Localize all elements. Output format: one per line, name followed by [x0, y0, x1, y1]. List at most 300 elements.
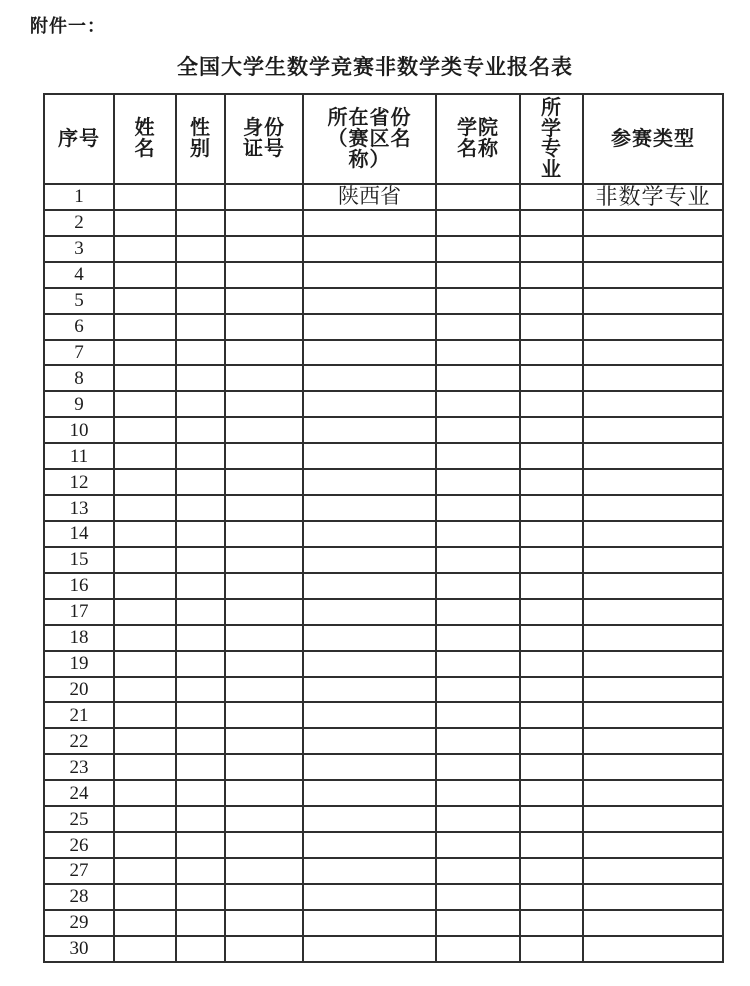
- table-row: [44, 236, 723, 262]
- cell-entry-type: [583, 780, 723, 806]
- cell-entry-type: [583, 288, 723, 314]
- cell-gender: [176, 599, 225, 625]
- column-header-line: （赛区名: [327, 127, 412, 150]
- cell-college-name: [436, 314, 520, 340]
- column-header-line: 名: [134, 138, 156, 160]
- cell-id-number: [225, 443, 303, 469]
- cell-entry-type: [583, 910, 723, 936]
- cell-province: [303, 625, 436, 651]
- cell-id-number: [225, 910, 303, 936]
- table-header-row: [44, 94, 723, 184]
- cell-student-name: [114, 340, 176, 366]
- table-row: [44, 702, 723, 728]
- cell-entry-type: [583, 443, 723, 469]
- cell-major: [520, 547, 583, 573]
- cell-gender: [176, 780, 225, 806]
- cell-major: [520, 936, 583, 962]
- table-row: [44, 806, 723, 832]
- column-header-line: 别: [190, 138, 211, 160]
- cell-province: [303, 547, 436, 573]
- cell-province: [303, 314, 436, 340]
- cell-student-name: [114, 910, 176, 936]
- cell-serial-number: 2: [44, 210, 114, 236]
- column-header-line: 证号: [243, 138, 285, 160]
- cell-province: 陕西省: [303, 184, 436, 210]
- cell-serial-number: 9: [44, 391, 114, 417]
- cell-id-number: [225, 314, 303, 340]
- cell-major: [520, 573, 583, 599]
- cell-province: [303, 573, 436, 599]
- cell-entry-type: [583, 314, 723, 340]
- cell-id-number: [225, 599, 303, 625]
- cell-serial-number: 23: [44, 754, 114, 780]
- cell-college-name: [436, 599, 520, 625]
- table-row: [44, 677, 723, 703]
- cell-college-name: [436, 832, 520, 858]
- cell-serial-number: 15: [44, 547, 114, 573]
- cell-college-name: [436, 910, 520, 936]
- table-row: [44, 365, 723, 391]
- cell-major: [520, 910, 583, 936]
- table-row: [44, 573, 723, 599]
- cell-student-name: [114, 184, 176, 210]
- cell-college-name: [436, 391, 520, 417]
- cell-college-name: [436, 365, 520, 391]
- cell-province: [303, 417, 436, 443]
- cell-serial-number: 19: [44, 651, 114, 677]
- cell-province: [303, 884, 436, 910]
- cell-entry-type: 非数学专业: [583, 184, 723, 210]
- cell-id-number: [225, 728, 303, 754]
- cell-college-name: [436, 184, 520, 210]
- cell-serial-number: 6: [44, 314, 114, 340]
- cell-student-name: [114, 365, 176, 391]
- cell-college-name: [436, 262, 520, 288]
- cell-gender: [176, 210, 225, 236]
- table-row: [44, 651, 723, 677]
- cell-id-number: [225, 417, 303, 443]
- table-row: [44, 858, 723, 884]
- cell-major: [520, 469, 583, 495]
- cell-college-name: [436, 858, 520, 884]
- table-row: [44, 936, 723, 962]
- cell-serial-number: 11: [44, 443, 114, 469]
- table-row: [44, 728, 723, 754]
- cell-student-name: [114, 288, 176, 314]
- table-row: [44, 443, 723, 469]
- table-row: [44, 469, 723, 495]
- cell-college-name: [436, 288, 520, 314]
- cell-province: [303, 521, 436, 547]
- column-header-line: 姓: [134, 117, 156, 139]
- table-row: [44, 625, 723, 651]
- cell-serial-number: 8: [44, 365, 114, 391]
- cell-serial-number: 1: [44, 184, 114, 210]
- cell-student-name: [114, 521, 176, 547]
- cell-college-name: [436, 754, 520, 780]
- cell-major: [520, 780, 583, 806]
- column-header-student-name: [114, 94, 176, 184]
- cell-gender: [176, 936, 225, 962]
- cell-province: [303, 365, 436, 391]
- cell-college-name: [436, 936, 520, 962]
- cell-major: [520, 340, 583, 366]
- cell-major: [520, 236, 583, 262]
- cell-id-number: [225, 547, 303, 573]
- cell-serial-number: 16: [44, 573, 114, 599]
- cell-student-name: [114, 832, 176, 858]
- cell-serial-number: 28: [44, 884, 114, 910]
- column-header-line: 称）: [348, 148, 391, 171]
- cell-province: [303, 469, 436, 495]
- cell-serial-number: 25: [44, 806, 114, 832]
- cell-province: [303, 702, 436, 728]
- cell-college-name: [436, 702, 520, 728]
- table-row: [44, 417, 723, 443]
- cell-major: [520, 521, 583, 547]
- cell-gender: [176, 806, 225, 832]
- cell-entry-type: [583, 573, 723, 599]
- cell-gender: [176, 884, 225, 910]
- column-header-gender: [176, 94, 225, 184]
- cell-entry-type: [583, 832, 723, 858]
- cell-gender: [176, 677, 225, 703]
- cell-college-name: [436, 806, 520, 832]
- cell-gender: [176, 417, 225, 443]
- table-row: [44, 754, 723, 780]
- cell-id-number: [225, 884, 303, 910]
- cell-student-name: [114, 417, 176, 443]
- cell-major: [520, 677, 583, 703]
- cell-entry-type: [583, 754, 723, 780]
- cell-major: [520, 651, 583, 677]
- cell-gender: [176, 651, 225, 677]
- table-row: [44, 495, 723, 521]
- cell-entry-type: [583, 702, 723, 728]
- cell-college-name: [436, 495, 520, 521]
- cell-province: [303, 210, 436, 236]
- cell-entry-type: [583, 262, 723, 288]
- cell-college-name: [436, 884, 520, 910]
- cell-gender: [176, 702, 225, 728]
- table-row: [44, 884, 723, 910]
- cell-gender: [176, 288, 225, 314]
- cell-id-number: [225, 625, 303, 651]
- cell-student-name: [114, 236, 176, 262]
- column-header-line: 学院: [457, 117, 499, 139]
- cell-entry-type: [583, 806, 723, 832]
- cell-province: [303, 910, 436, 936]
- cell-major: [520, 443, 583, 469]
- cell-province: [303, 391, 436, 417]
- cell-major: [520, 728, 583, 754]
- table-row: [44, 599, 723, 625]
- cell-province: [303, 443, 436, 469]
- column-header-line: 参赛类型: [611, 127, 695, 150]
- cell-serial-number: 18: [44, 625, 114, 651]
- cell-province: [303, 754, 436, 780]
- cell-id-number: [225, 651, 303, 677]
- cell-major: [520, 262, 583, 288]
- cell-id-number: [225, 236, 303, 262]
- table-row: [44, 391, 723, 417]
- cell-id-number: [225, 184, 303, 210]
- cell-student-name: [114, 858, 176, 884]
- cell-student-name: [114, 651, 176, 677]
- cell-entry-type: [583, 677, 723, 703]
- cell-entry-type: [583, 728, 723, 754]
- cell-student-name: [114, 469, 176, 495]
- cell-college-name: [436, 573, 520, 599]
- cell-entry-type: [583, 884, 723, 910]
- cell-student-name: [114, 210, 176, 236]
- cell-student-name: [114, 443, 176, 469]
- cell-serial-number: 5: [44, 288, 114, 314]
- cell-major: [520, 754, 583, 780]
- cell-college-name: [436, 521, 520, 547]
- cell-province: [303, 599, 436, 625]
- registration-table: [43, 93, 724, 963]
- cell-student-name: [114, 262, 176, 288]
- cell-gender: [176, 443, 225, 469]
- cell-gender: [176, 314, 225, 340]
- cell-major: [520, 702, 583, 728]
- cell-province: [303, 677, 436, 703]
- cell-college-name: [436, 469, 520, 495]
- cell-major: [520, 625, 583, 651]
- cell-gender: [176, 832, 225, 858]
- cell-college-name: [436, 210, 520, 236]
- cell-id-number: [225, 754, 303, 780]
- cell-major: [520, 832, 583, 858]
- cell-province: [303, 780, 436, 806]
- cell-gender: [176, 910, 225, 936]
- cell-student-name: [114, 806, 176, 832]
- cell-college-name: [436, 417, 520, 443]
- table-row: [44, 210, 723, 236]
- cell-student-name: [114, 728, 176, 754]
- cell-id-number: [225, 936, 303, 962]
- cell-entry-type: [583, 625, 723, 651]
- table-row: [44, 288, 723, 314]
- cell-gender: [176, 391, 225, 417]
- table-row: [44, 184, 723, 210]
- cell-id-number: [225, 832, 303, 858]
- cell-serial-number: 7: [44, 340, 114, 366]
- cell-entry-type: [583, 495, 723, 521]
- cell-id-number: [225, 858, 303, 884]
- table-row: [44, 314, 723, 340]
- cell-gender: [176, 236, 225, 262]
- cell-student-name: [114, 391, 176, 417]
- cell-serial-number: 26: [44, 832, 114, 858]
- table-row: [44, 910, 723, 936]
- cell-entry-type: [583, 469, 723, 495]
- cell-college-name: [436, 728, 520, 754]
- cell-major: [520, 858, 583, 884]
- column-header-line: 所: [541, 97, 562, 119]
- cell-province: [303, 495, 436, 521]
- cell-serial-number: 4: [44, 262, 114, 288]
- cell-entry-type: [583, 391, 723, 417]
- cell-gender: [176, 858, 225, 884]
- cell-student-name: [114, 495, 176, 521]
- cell-id-number: [225, 780, 303, 806]
- cell-entry-type: [583, 936, 723, 962]
- cell-student-name: [114, 314, 176, 340]
- cell-gender: [176, 365, 225, 391]
- cell-id-number: [225, 573, 303, 599]
- cell-gender: [176, 521, 225, 547]
- cell-id-number: [225, 391, 303, 417]
- cell-entry-type: [583, 236, 723, 262]
- cell-gender: [176, 262, 225, 288]
- table-row: [44, 521, 723, 547]
- column-header-line: 性: [190, 117, 211, 139]
- cell-serial-number: 12: [44, 469, 114, 495]
- cell-id-number: [225, 469, 303, 495]
- attachment-label: 附件一：: [30, 16, 106, 36]
- column-header-id-number: [225, 94, 303, 184]
- cell-student-name: [114, 754, 176, 780]
- cell-id-number: [225, 806, 303, 832]
- cell-major: [520, 884, 583, 910]
- column-header-province: [303, 94, 436, 184]
- cell-major: [520, 288, 583, 314]
- column-header-line: 学: [541, 117, 562, 140]
- column-header-line: 专: [541, 138, 562, 160]
- cell-id-number: [225, 677, 303, 703]
- cell-major: [520, 599, 583, 625]
- table-row: [44, 780, 723, 806]
- cell-entry-type: [583, 340, 723, 366]
- column-header-line: 所在省份: [327, 106, 412, 129]
- column-header-line: 业: [541, 158, 562, 181]
- cell-student-name: [114, 884, 176, 910]
- cell-id-number: [225, 365, 303, 391]
- cell-id-number: [225, 521, 303, 547]
- cell-gender: [176, 340, 225, 366]
- cell-province: [303, 340, 436, 366]
- cell-college-name: [436, 443, 520, 469]
- cell-student-name: [114, 677, 176, 703]
- cell-gender: [176, 495, 225, 521]
- cell-entry-type: [583, 599, 723, 625]
- cell-student-name: [114, 936, 176, 962]
- table-row: [44, 340, 723, 366]
- cell-serial-number: 24: [44, 780, 114, 806]
- cell-province: [303, 236, 436, 262]
- cell-serial-number: 21: [44, 702, 114, 728]
- cell-serial-number: 22: [44, 728, 114, 754]
- cell-student-name: [114, 702, 176, 728]
- cell-serial-number: 30: [44, 936, 114, 962]
- cell-college-name: [436, 780, 520, 806]
- cell-gender: [176, 547, 225, 573]
- cell-id-number: [225, 702, 303, 728]
- column-header-major: [520, 94, 583, 184]
- cell-id-number: [225, 210, 303, 236]
- page-title: 全国大学生数学竞赛非数学类专业报名表: [177, 55, 573, 79]
- cell-student-name: [114, 780, 176, 806]
- cell-gender: [176, 625, 225, 651]
- cell-serial-number: 17: [44, 599, 114, 625]
- cell-entry-type: [583, 521, 723, 547]
- cell-serial-number: 29: [44, 910, 114, 936]
- table-row: [44, 547, 723, 573]
- column-header-serial-number: [44, 94, 114, 184]
- cell-province: [303, 288, 436, 314]
- cell-major: [520, 806, 583, 832]
- cell-serial-number: 13: [44, 495, 114, 521]
- cell-entry-type: [583, 651, 723, 677]
- cell-province: [303, 728, 436, 754]
- cell-major: [520, 495, 583, 521]
- cell-province: [303, 651, 436, 677]
- cell-province: [303, 832, 436, 858]
- cell-student-name: [114, 599, 176, 625]
- cell-college-name: [436, 340, 520, 366]
- cell-serial-number: 10: [44, 417, 114, 443]
- column-header-line: 名称: [457, 138, 499, 160]
- cell-id-number: [225, 340, 303, 366]
- cell-entry-type: [583, 858, 723, 884]
- cell-college-name: [436, 625, 520, 651]
- cell-province: [303, 858, 436, 884]
- cell-gender: [176, 754, 225, 780]
- cell-serial-number: 27: [44, 858, 114, 884]
- cell-entry-type: [583, 210, 723, 236]
- cell-serial-number: 14: [44, 521, 114, 547]
- cell-id-number: [225, 288, 303, 314]
- cell-id-number: [225, 495, 303, 521]
- cell-major: [520, 365, 583, 391]
- cell-serial-number: 3: [44, 236, 114, 262]
- cell-province: [303, 936, 436, 962]
- cell-major: [520, 210, 583, 236]
- cell-gender: [176, 469, 225, 495]
- cell-student-name: [114, 573, 176, 599]
- cell-major: [520, 391, 583, 417]
- cell-major: [520, 417, 583, 443]
- cell-gender: [176, 184, 225, 210]
- cell-gender: [176, 573, 225, 599]
- cell-entry-type: [583, 417, 723, 443]
- column-header-line: 序号: [58, 127, 100, 150]
- cell-major: [520, 314, 583, 340]
- cell-province: [303, 806, 436, 832]
- column-header-line: 身份: [243, 117, 285, 139]
- column-header-entry-type: [583, 94, 723, 184]
- table-row: [44, 832, 723, 858]
- column-header-college-name: [436, 94, 520, 184]
- cell-student-name: [114, 547, 176, 573]
- cell-serial-number: 20: [44, 677, 114, 703]
- cell-college-name: [436, 547, 520, 573]
- cell-college-name: [436, 651, 520, 677]
- table-body: [44, 184, 723, 962]
- cell-entry-type: [583, 365, 723, 391]
- cell-id-number: [225, 262, 303, 288]
- cell-college-name: [436, 677, 520, 703]
- cell-province: [303, 262, 436, 288]
- cell-major: [520, 184, 583, 210]
- cell-entry-type: [583, 547, 723, 573]
- cell-student-name: [114, 625, 176, 651]
- cell-college-name: [436, 236, 520, 262]
- table-row: [44, 262, 723, 288]
- cell-gender: [176, 728, 225, 754]
